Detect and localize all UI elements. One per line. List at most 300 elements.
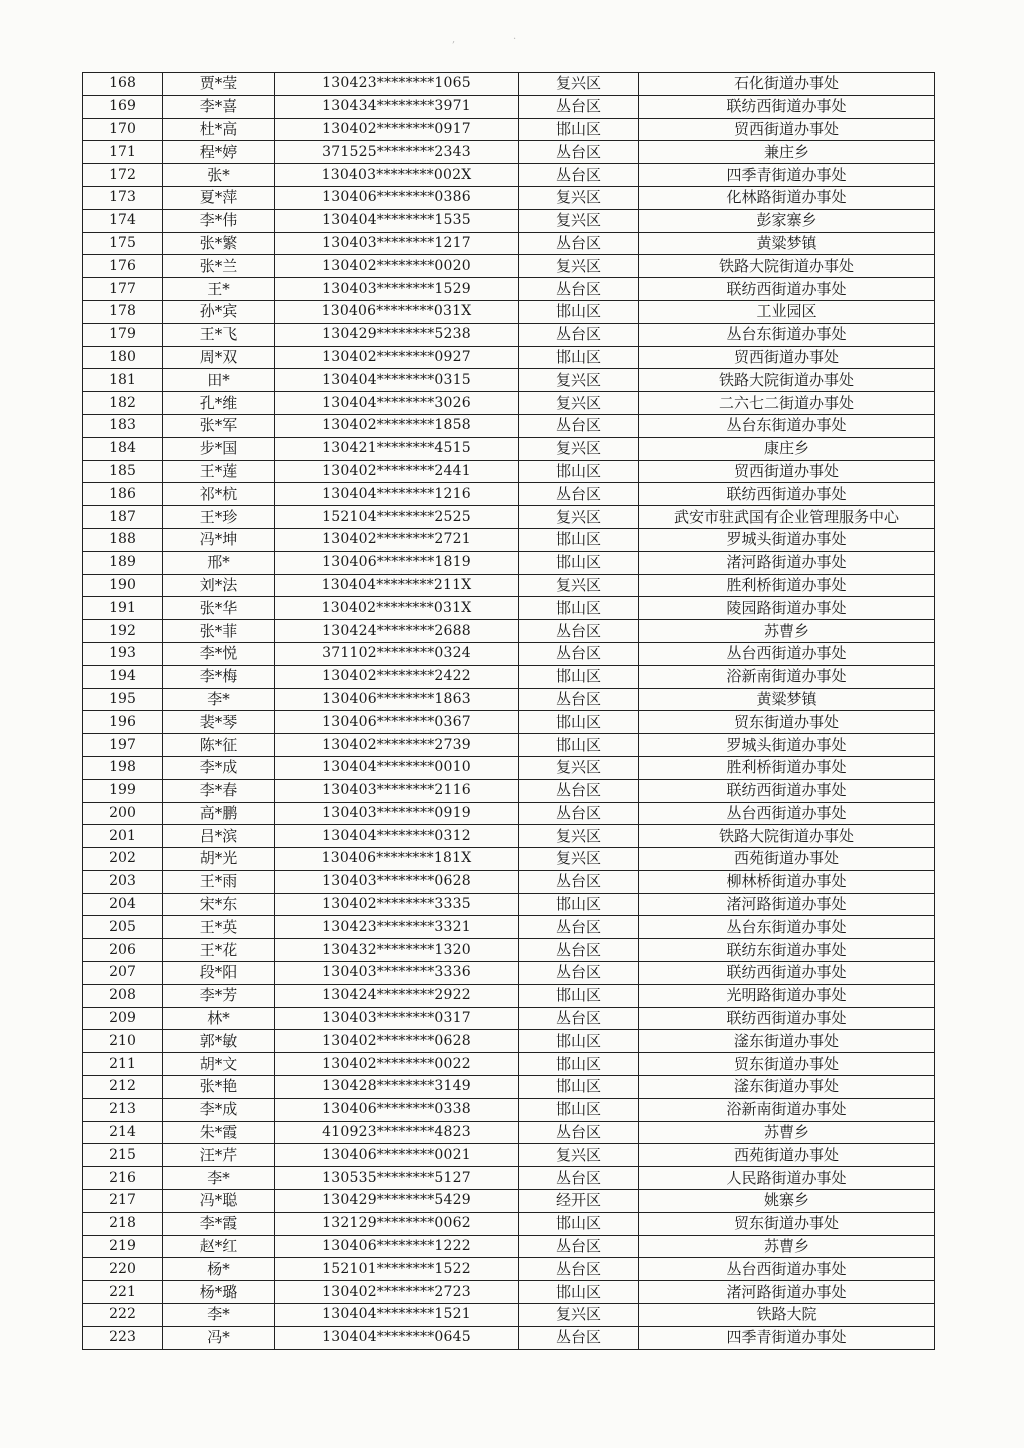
street-office-cell: 柳林桥街道办事处: [639, 870, 935, 893]
street-office-cell: 联纺西街道办事处: [639, 278, 935, 301]
street-office-cell: 兼庄乡: [639, 141, 935, 164]
district-cell: 复兴区: [519, 255, 639, 278]
table-row: [83, 255, 935, 278]
name-cell: 林*: [163, 1007, 275, 1030]
id-number-cell: 132129********0062: [275, 1212, 519, 1235]
seq-cell: 189: [83, 551, 163, 574]
seq-cell: 207: [83, 962, 163, 985]
district-cell: 邯山区: [519, 551, 639, 574]
table-row: [83, 597, 935, 620]
table-row: [83, 1098, 935, 1121]
district-cell: 丛台区: [519, 1167, 639, 1190]
seq-cell: 174: [83, 209, 163, 232]
name-cell: 李*梅: [163, 665, 275, 688]
table-row: [83, 893, 935, 916]
id-number-cell: 130406********1222: [275, 1235, 519, 1258]
district-cell: 邯山区: [519, 1076, 639, 1099]
id-number-cell: 130406********0367: [275, 711, 519, 734]
name-cell: 夏*萍: [163, 186, 275, 209]
street-office-cell: 丛台西街道办事处: [639, 1258, 935, 1281]
district-cell: 丛台区: [519, 642, 639, 665]
district-cell: 丛台区: [519, 1235, 639, 1258]
table-row: [83, 1144, 935, 1167]
name-cell: 吕*滨: [163, 825, 275, 848]
table-row: [83, 734, 935, 757]
street-office-cell: 浴新南街道办事处: [639, 665, 935, 688]
table-row: [83, 232, 935, 255]
name-cell: 李*: [163, 1167, 275, 1190]
seq-cell: 171: [83, 141, 163, 164]
seq-cell: 199: [83, 779, 163, 802]
id-number-cell: 130428********3149: [275, 1076, 519, 1099]
id-number-cell: 130404********3026: [275, 392, 519, 415]
id-number-cell: 130406********1863: [275, 688, 519, 711]
name-cell: 刘*法: [163, 574, 275, 597]
street-office-cell: 武安市驻武国有企业管理服务中心: [639, 506, 935, 529]
seq-cell: 186: [83, 483, 163, 506]
district-cell: 丛台区: [519, 232, 639, 255]
id-number-cell: 130402********3335: [275, 893, 519, 916]
street-office-cell: 铁路大院: [639, 1304, 935, 1327]
table-row: [83, 1167, 935, 1190]
street-office-cell: 四季青街道办事处: [639, 1326, 935, 1349]
id-number-cell: 130421********4515: [275, 437, 519, 460]
table-row: [83, 802, 935, 825]
name-cell: 李*伟: [163, 209, 275, 232]
name-cell: 王*珍: [163, 506, 275, 529]
district-cell: 复兴区: [519, 574, 639, 597]
table-row: [83, 756, 935, 779]
street-office-cell: 联纺东街道办事处: [639, 939, 935, 962]
name-cell: 邢*: [163, 551, 275, 574]
name-cell: 李*春: [163, 779, 275, 802]
table-row: [83, 346, 935, 369]
seq-cell: 208: [83, 984, 163, 1007]
table-row: [83, 369, 935, 392]
table-row: [83, 1281, 935, 1304]
id-number-cell: 130402********0628: [275, 1030, 519, 1053]
district-cell: 邯山区: [519, 734, 639, 757]
street-office-cell: 贸西街道办事处: [639, 346, 935, 369]
street-office-cell: 彭家寨乡: [639, 209, 935, 232]
district-cell: 丛台区: [519, 779, 639, 802]
table-row: [83, 711, 935, 734]
seq-cell: 204: [83, 893, 163, 916]
id-number-cell: 371525********2343: [275, 141, 519, 164]
street-office-cell: 苏曹乡: [639, 620, 935, 643]
name-cell: 李*悦: [163, 642, 275, 665]
table-row: [83, 916, 935, 939]
name-cell: 郭*敏: [163, 1030, 275, 1053]
id-number-cell: 130404********1216: [275, 483, 519, 506]
name-cell: 裴*琴: [163, 711, 275, 734]
district-cell: 邯山区: [519, 1212, 639, 1235]
seq-cell: 181: [83, 369, 163, 392]
district-cell: 复兴区: [519, 506, 639, 529]
district-cell: 丛台区: [519, 1258, 639, 1281]
district-cell: 邯山区: [519, 1053, 639, 1076]
name-cell: 祁*杭: [163, 483, 275, 506]
name-cell: 张*繁: [163, 232, 275, 255]
street-office-cell: 胜利桥街道办事处: [639, 574, 935, 597]
street-office-cell: 丛台西街道办事处: [639, 802, 935, 825]
seq-cell: 218: [83, 1212, 163, 1235]
seq-cell: 203: [83, 870, 163, 893]
street-office-cell: 丛台东街道办事处: [639, 414, 935, 437]
seq-cell: 209: [83, 1007, 163, 1030]
seq-cell: 194: [83, 665, 163, 688]
name-cell: 王*莲: [163, 460, 275, 483]
seq-cell: 192: [83, 620, 163, 643]
seq-cell: 222: [83, 1304, 163, 1327]
seq-cell: 193: [83, 642, 163, 665]
seq-cell: 198: [83, 756, 163, 779]
id-number-cell: 130406********031X: [275, 300, 519, 323]
street-office-cell: 铁路大院街道办事处: [639, 825, 935, 848]
street-office-cell: 姚寨乡: [639, 1190, 935, 1213]
seq-cell: 188: [83, 528, 163, 551]
id-number-cell: 130403********2116: [275, 779, 519, 802]
seq-cell: 211: [83, 1053, 163, 1076]
seq-cell: 191: [83, 597, 163, 620]
street-office-cell: 苏曹乡: [639, 1121, 935, 1144]
table-row: [83, 141, 935, 164]
table-row: [83, 551, 935, 574]
id-number-cell: 130403********0628: [275, 870, 519, 893]
street-office-cell: 联纺西街道办事处: [639, 962, 935, 985]
seq-cell: 220: [83, 1258, 163, 1281]
seq-cell: 201: [83, 825, 163, 848]
street-office-cell: 丛台东街道办事处: [639, 916, 935, 939]
seq-cell: 219: [83, 1235, 163, 1258]
seq-cell: 182: [83, 392, 163, 415]
district-cell: 邯山区: [519, 665, 639, 688]
table-row: [83, 688, 935, 711]
table-row: [83, 278, 935, 301]
district-cell: 复兴区: [519, 825, 639, 848]
name-cell: 张*华: [163, 597, 275, 620]
seq-cell: 210: [83, 1030, 163, 1053]
id-number-cell: 130403********1217: [275, 232, 519, 255]
street-office-cell: 罗城头街道办事处: [639, 528, 935, 551]
id-number-cell: 130423********1065: [275, 73, 519, 96]
id-number-cell: 130402********0917: [275, 118, 519, 141]
table-row: [83, 1076, 935, 1099]
street-office-cell: 光明路街道办事处: [639, 984, 935, 1007]
table-row: [83, 437, 935, 460]
name-cell: 冯*坤: [163, 528, 275, 551]
district-cell: 丛台区: [519, 323, 639, 346]
table-row: [83, 984, 935, 1007]
seq-cell: 216: [83, 1167, 163, 1190]
id-number-cell: 130406********0021: [275, 1144, 519, 1167]
name-cell: 汪*芹: [163, 1144, 275, 1167]
name-cell: 张*艳: [163, 1076, 275, 1099]
district-cell: 邯山区: [519, 711, 639, 734]
district-cell: 邯山区: [519, 118, 639, 141]
name-cell: 李*芳: [163, 984, 275, 1007]
street-office-cell: 化林路街道办事处: [639, 186, 935, 209]
district-cell: 邯山区: [519, 528, 639, 551]
street-office-cell: 铁路大院街道办事处: [639, 369, 935, 392]
street-office-cell: 康庄乡: [639, 437, 935, 460]
seq-cell: 173: [83, 186, 163, 209]
table-row: [83, 1030, 935, 1053]
table-row: [83, 300, 935, 323]
table-row: [83, 1326, 935, 1349]
id-number-cell: 130402********2739: [275, 734, 519, 757]
id-number-cell: 130403********1529: [275, 278, 519, 301]
street-office-cell: 罗城头街道办事处: [639, 734, 935, 757]
table-row: [83, 642, 935, 665]
id-number-cell: 130434********3971: [275, 95, 519, 118]
district-cell: 丛台区: [519, 916, 639, 939]
seq-cell: 202: [83, 848, 163, 871]
seq-cell: 172: [83, 164, 163, 187]
name-cell: 胡*文: [163, 1053, 275, 1076]
seq-cell: 197: [83, 734, 163, 757]
district-cell: 邯山区: [519, 300, 639, 323]
id-number-cell: 130403********3336: [275, 962, 519, 985]
table-row: [83, 483, 935, 506]
seq-cell: 185: [83, 460, 163, 483]
id-number-cell: 130406********0338: [275, 1098, 519, 1121]
street-office-cell: 滏东街道办事处: [639, 1076, 935, 1099]
table-row: [83, 506, 935, 529]
district-cell: 丛台区: [519, 278, 639, 301]
id-number-cell: 130402********0927: [275, 346, 519, 369]
name-cell: 段*阳: [163, 962, 275, 985]
table-row: [83, 460, 935, 483]
id-number-cell: 130402********1858: [275, 414, 519, 437]
id-number-cell: 130402********031X: [275, 597, 519, 620]
id-number-cell: 130423********3321: [275, 916, 519, 939]
seq-cell: 212: [83, 1076, 163, 1099]
id-number-cell: 130432********1320: [275, 939, 519, 962]
name-cell: 高*鹏: [163, 802, 275, 825]
name-cell: 王*雨: [163, 870, 275, 893]
name-cell: 冯*: [163, 1326, 275, 1349]
scan-mark: ,: [452, 34, 456, 45]
district-cell: 复兴区: [519, 186, 639, 209]
name-cell: 王*英: [163, 916, 275, 939]
street-office-cell: 贸东街道办事处: [639, 1053, 935, 1076]
table-row: [83, 825, 935, 848]
seq-cell: 206: [83, 939, 163, 962]
seq-cell: 168: [83, 73, 163, 96]
scan-mark: ·: [513, 34, 517, 45]
street-office-cell: 西苑街道办事处: [639, 1144, 935, 1167]
street-office-cell: 贸西街道办事处: [639, 118, 935, 141]
seq-cell: 176: [83, 255, 163, 278]
name-cell: 王*飞: [163, 323, 275, 346]
table-row: [83, 1258, 935, 1281]
table-row: [83, 870, 935, 893]
name-cell: 杜*高: [163, 118, 275, 141]
table-row: [83, 665, 935, 688]
district-cell: 邯山区: [519, 1098, 639, 1121]
name-cell: 王*: [163, 278, 275, 301]
street-office-cell: 渚河路街道办事处: [639, 893, 935, 916]
street-office-cell: 胜利桥街道办事处: [639, 756, 935, 779]
district-cell: 复兴区: [519, 1144, 639, 1167]
id-number-cell: 130402********2723: [275, 1281, 519, 1304]
table-row: [83, 1212, 935, 1235]
name-cell: 李*: [163, 1304, 275, 1327]
seq-cell: 184: [83, 437, 163, 460]
name-cell: 陈*征: [163, 734, 275, 757]
seq-cell: 169: [83, 95, 163, 118]
id-number-cell: 130406********0386: [275, 186, 519, 209]
district-cell: 邯山区: [519, 893, 639, 916]
district-cell: 丛台区: [519, 483, 639, 506]
name-cell: 李*喜: [163, 95, 275, 118]
id-number-cell: 371102********0324: [275, 642, 519, 665]
district-cell: 丛台区: [519, 1326, 639, 1349]
district-cell: 邯山区: [519, 1281, 639, 1304]
street-office-cell: 丛台东街道办事处: [639, 323, 935, 346]
street-office-cell: 黄粱梦镇: [639, 232, 935, 255]
street-office-cell: 贸西街道办事处: [639, 460, 935, 483]
name-cell: 张*: [163, 164, 275, 187]
district-cell: 邯山区: [519, 460, 639, 483]
district-cell: 丛台区: [519, 802, 639, 825]
street-office-cell: 石化街道办事处: [639, 73, 935, 96]
street-office-cell: 联纺西街道办事处: [639, 779, 935, 802]
name-cell: 孔*维: [163, 392, 275, 415]
table-row: [83, 528, 935, 551]
street-office-cell: 黄粱梦镇: [639, 688, 935, 711]
table-row: [83, 1235, 935, 1258]
table-row: [83, 1190, 935, 1213]
name-cell: 赵*红: [163, 1235, 275, 1258]
roster-table: [82, 72, 935, 1350]
id-number-cell: 130402********2721: [275, 528, 519, 551]
id-number-cell: 130402********2441: [275, 460, 519, 483]
seq-cell: 195: [83, 688, 163, 711]
street-office-cell: 丛台西街道办事处: [639, 642, 935, 665]
id-number-cell: 130406********1819: [275, 551, 519, 574]
name-cell: 李*成: [163, 756, 275, 779]
name-cell: 胡*光: [163, 848, 275, 871]
district-cell: 复兴区: [519, 369, 639, 392]
table-row: [83, 620, 935, 643]
seq-cell: 205: [83, 916, 163, 939]
street-office-cell: 苏曹乡: [639, 1235, 935, 1258]
id-number-cell: 130406********181X: [275, 848, 519, 871]
name-cell: 贾*莹: [163, 73, 275, 96]
id-number-cell: 130424********2922: [275, 984, 519, 1007]
district-cell: 丛台区: [519, 620, 639, 643]
name-cell: 杨*: [163, 1258, 275, 1281]
table-row: [83, 73, 935, 96]
district-cell: 丛台区: [519, 1007, 639, 1030]
id-number-cell: 130404********0010: [275, 756, 519, 779]
table-row: [83, 414, 935, 437]
street-office-cell: 西苑街道办事处: [639, 848, 935, 871]
name-cell: 步*国: [163, 437, 275, 460]
name-cell: 孙*宾: [163, 300, 275, 323]
table-row: [83, 939, 935, 962]
seq-cell: 200: [83, 802, 163, 825]
district-cell: 复兴区: [519, 209, 639, 232]
seq-cell: 187: [83, 506, 163, 529]
street-office-cell: 渚河路街道办事处: [639, 551, 935, 574]
seq-cell: 177: [83, 278, 163, 301]
district-cell: 复兴区: [519, 756, 639, 779]
name-cell: 李*成: [163, 1098, 275, 1121]
district-cell: 邯山区: [519, 984, 639, 1007]
seq-cell: 196: [83, 711, 163, 734]
name-cell: 张*兰: [163, 255, 275, 278]
id-number-cell: 130402********2422: [275, 665, 519, 688]
seq-cell: 183: [83, 414, 163, 437]
name-cell: 张*军: [163, 414, 275, 437]
name-cell: 周*双: [163, 346, 275, 369]
district-cell: 丛台区: [519, 414, 639, 437]
seq-cell: 214: [83, 1121, 163, 1144]
table-row: [83, 164, 935, 187]
street-office-cell: 四季青街道办事处: [639, 164, 935, 187]
district-cell: 经开区: [519, 1190, 639, 1213]
district-cell: 邯山区: [519, 346, 639, 369]
seq-cell: 190: [83, 574, 163, 597]
id-number-cell: 130424********2688: [275, 620, 519, 643]
table-row: [83, 186, 935, 209]
id-number-cell: 130404********0315: [275, 369, 519, 392]
name-cell: 程*婷: [163, 141, 275, 164]
street-office-cell: 浴新南街道办事处: [639, 1098, 935, 1121]
id-number-cell: 130403********0317: [275, 1007, 519, 1030]
seq-cell: 215: [83, 1144, 163, 1167]
table-row: [83, 95, 935, 118]
street-office-cell: 滏东街道办事处: [639, 1030, 935, 1053]
table-row: [83, 323, 935, 346]
name-cell: 李*霞: [163, 1212, 275, 1235]
table-row: [83, 392, 935, 415]
seq-cell: 180: [83, 346, 163, 369]
seq-cell: 221: [83, 1281, 163, 1304]
id-number-cell: 152101********1522: [275, 1258, 519, 1281]
name-cell: 宋*东: [163, 893, 275, 916]
table-row: [83, 779, 935, 802]
id-number-cell: 130403********002X: [275, 164, 519, 187]
table-row: [83, 1121, 935, 1144]
id-number-cell: 152104********2525: [275, 506, 519, 529]
district-cell: 复兴区: [519, 73, 639, 96]
name-cell: 田*: [163, 369, 275, 392]
roster-body: [83, 73, 935, 1350]
table-row: [83, 574, 935, 597]
street-office-cell: 联纺西街道办事处: [639, 1007, 935, 1030]
district-cell: 丛台区: [519, 164, 639, 187]
seq-cell: 213: [83, 1098, 163, 1121]
district-cell: 复兴区: [519, 1304, 639, 1327]
name-cell: 杨*璐: [163, 1281, 275, 1304]
table-row: [83, 848, 935, 871]
id-number-cell: 130535********5127: [275, 1167, 519, 1190]
name-cell: 王*花: [163, 939, 275, 962]
street-office-cell: 陵园路街道办事处: [639, 597, 935, 620]
id-number-cell: 130429********5429: [275, 1190, 519, 1213]
id-number-cell: 130404********211X: [275, 574, 519, 597]
seq-cell: 217: [83, 1190, 163, 1213]
name-cell: 朱*霞: [163, 1121, 275, 1144]
id-number-cell: 130429********5238: [275, 323, 519, 346]
seq-cell: 175: [83, 232, 163, 255]
district-cell: 邯山区: [519, 1030, 639, 1053]
district-cell: 邯山区: [519, 597, 639, 620]
